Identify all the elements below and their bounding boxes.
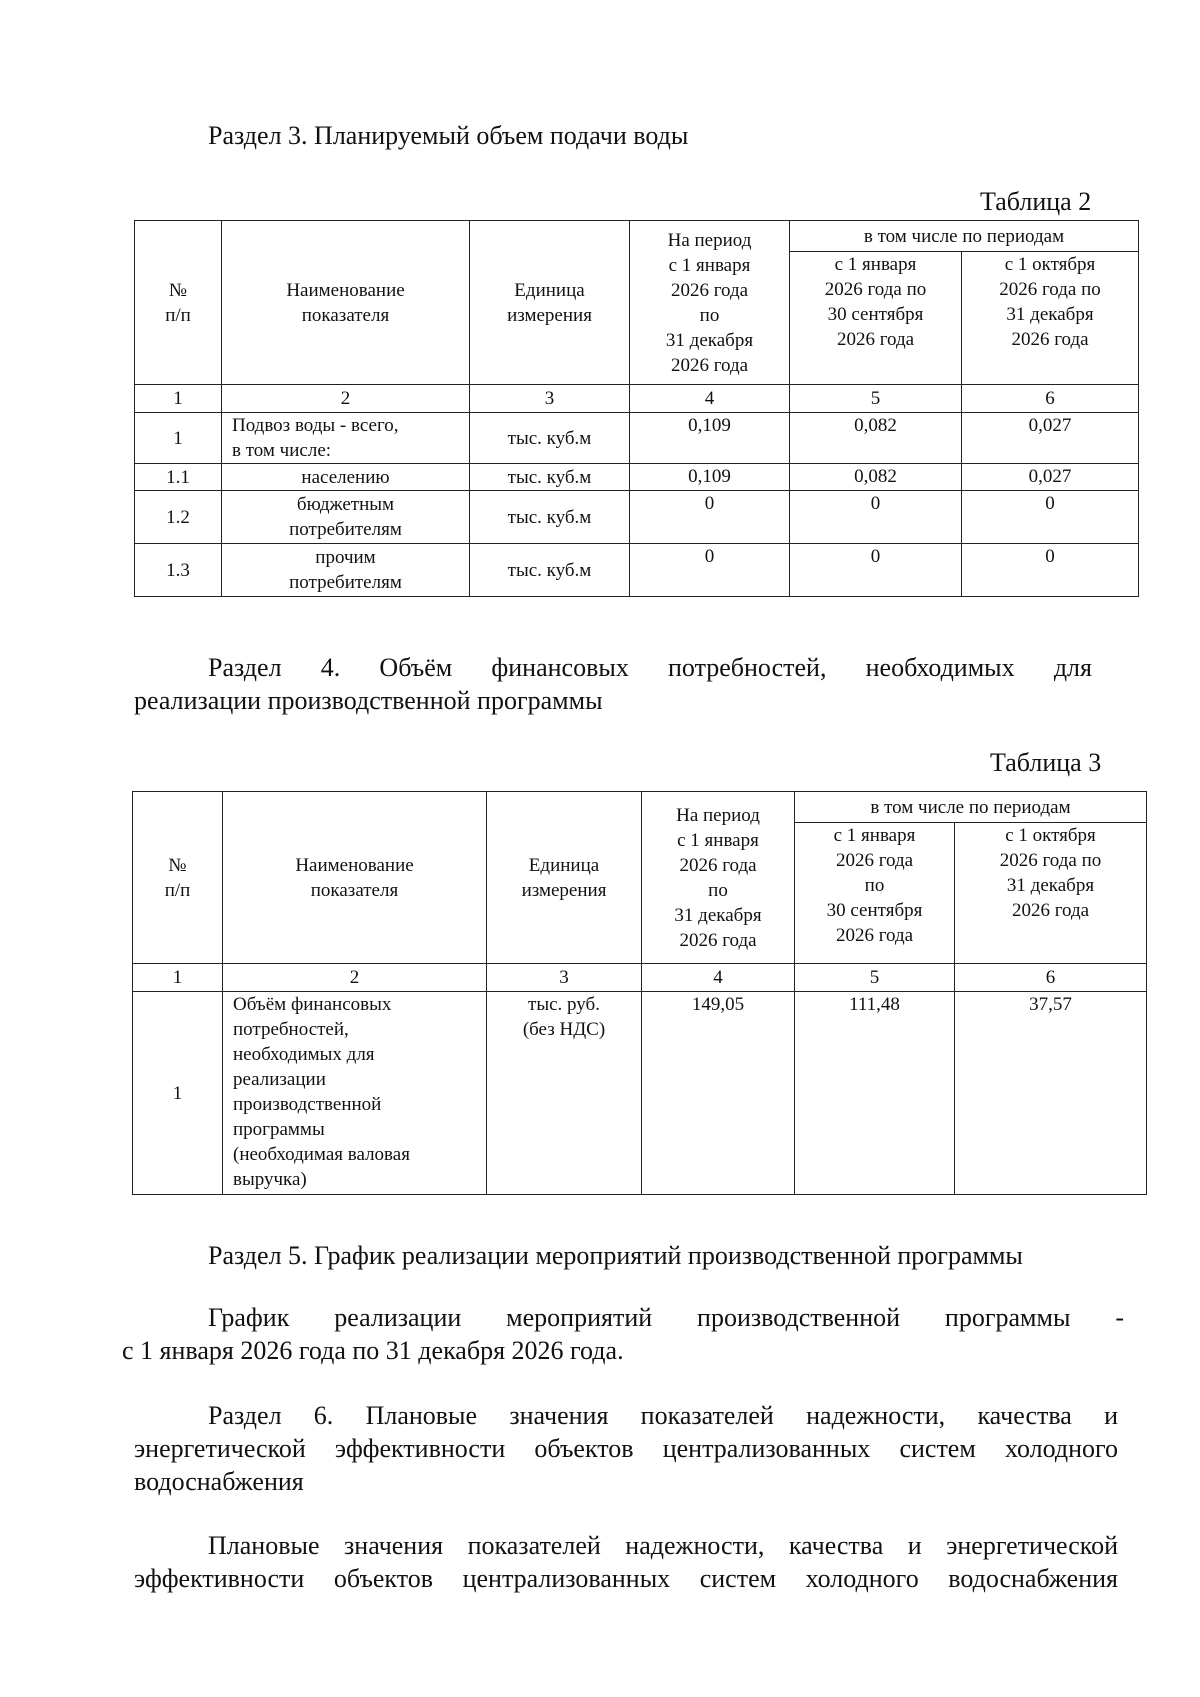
header-unit [470, 221, 630, 385]
row-value-q1-q3: 0,082 [790, 464, 962, 491]
column-number: 2 [222, 385, 470, 413]
header-num-line: № [168, 279, 188, 301]
header-unit [487, 792, 642, 964]
header-name-line: Наименование [295, 854, 414, 876]
section6-title-line2: энергетической эффективности объектов централизованных систем холодного [134, 1434, 1118, 1463]
row-num: 1.1 [135, 464, 222, 491]
header-sub2-line: 2026 года по [999, 850, 1102, 871]
table-row [133, 992, 1147, 1195]
row-name-line: прочим [315, 547, 376, 568]
row-value-q4: 0 [962, 491, 1139, 544]
header-name [222, 221, 470, 385]
row-unit: тыс. куб.м [470, 464, 630, 491]
header-sub1-line: 2026 года [835, 850, 914, 871]
header-period-line: 2026 года [670, 354, 749, 376]
header-sub2-line: 2026 года [1011, 329, 1089, 350]
row-value-q4: 0,027 [962, 464, 1139, 491]
header-period [630, 221, 790, 385]
row-num: 1 [133, 992, 223, 1195]
table2 [134, 220, 1139, 597]
header-period-line: по [699, 304, 720, 326]
column-number: 1 [133, 964, 223, 992]
column-number: 6 [955, 964, 1147, 992]
header-sub2 [955, 823, 1147, 964]
header-period [642, 792, 795, 964]
column-number: 5 [795, 964, 955, 992]
header-group: в том числе по периодам [790, 221, 1139, 252]
header-period-line: по [708, 879, 728, 901]
table-row [135, 544, 1139, 597]
header-sub2-line: 31 декабря [1006, 304, 1094, 325]
column-number-row [133, 964, 1147, 992]
header-period-line: 2026 года [679, 929, 757, 951]
header-sub1-line: по [864, 875, 885, 896]
header-sub1-line: 2026 года по [824, 279, 927, 300]
row-value-total: 0,109 [630, 413, 790, 464]
header-name-line: показателя [301, 304, 390, 326]
row-value-q4: 37,57 [955, 992, 1147, 1195]
table3 [132, 791, 1147, 1195]
section3-title: Раздел 3. Планируемый объем подачи воды [208, 121, 689, 150]
row-name-line: производственной [233, 1094, 382, 1115]
column-number: 4 [642, 964, 795, 992]
section4-title-line1: Раздел 4. Объём финансовых потребностей, необходимых для [208, 653, 1092, 682]
row-unit [487, 992, 642, 1195]
row-num: 1.3 [135, 544, 222, 597]
section5-text-line2: с 1 января 2026 года по 31 декабря 2026 года. [122, 1336, 624, 1365]
header-num [133, 792, 223, 964]
header-sub2-line: 31 декабря [1006, 875, 1095, 896]
row-value-q1-q3: 0 [790, 491, 962, 544]
section6-title-line1: Раздел 6. Плановые значения показателей надежности, качества и [208, 1401, 1118, 1430]
row-name-line: в том числе: [232, 440, 332, 461]
section6-title-line3: водоснабжения [134, 1467, 304, 1496]
header-period-line: 2026 года [670, 279, 749, 301]
row-value-q1-q3: 0,082 [790, 413, 962, 464]
row-value-q1-q3: 111,48 [795, 992, 955, 1195]
row-value-q4: 0 [962, 544, 1139, 597]
row-name-line: выручка) [233, 1169, 307, 1190]
column-number: 2 [223, 964, 487, 992]
header-num-line: № [168, 854, 187, 876]
table3-caption: Таблица 3 [990, 748, 1102, 777]
header-sub2-line: с 1 октября [1005, 825, 1096, 846]
header-num [135, 221, 222, 385]
row-value-total: 0 [630, 544, 790, 597]
header-sub2-line: с 1 октября [1004, 254, 1096, 275]
row-value-q4: 0,027 [962, 413, 1139, 464]
header-num-line: п/п [165, 304, 191, 326]
row-num: 1.2 [135, 491, 222, 544]
row-name [222, 491, 470, 544]
header-group: в том числе по периодам [795, 792, 1147, 823]
header-row [133, 792, 1147, 823]
section6-text-line1: Плановые значения показателей надежности, качества и энергетической [208, 1531, 1118, 1560]
row-name-line: программы [233, 1119, 325, 1140]
column-number: 5 [790, 385, 962, 413]
header-sub1-line: с 1 января [834, 254, 917, 275]
row-value-total: 149,05 [642, 992, 795, 1195]
section6-text-line2: эффективности объектов централизованных систем холодного водоснабжения [134, 1564, 1118, 1593]
row-value-total: 0,109 [630, 464, 790, 491]
header-unit-line: Единица [514, 279, 585, 301]
header-num-line: п/п [164, 879, 191, 901]
section5-title: Раздел 5. График реализации мероприятий производственной программы [208, 1241, 1023, 1270]
row-name [222, 544, 470, 597]
row-name [223, 992, 487, 1195]
row-name-line: (необходимая валовая [233, 1144, 410, 1165]
header-name-line: Наименование [286, 279, 405, 301]
header-period-line: 31 декабря [674, 904, 762, 926]
header-unit-line: Единица [528, 854, 600, 876]
table-row [135, 464, 1139, 491]
header-sub1-line: 2026 года [835, 925, 914, 946]
section5-text-line1: График реализации мероприятий производственной программы - [208, 1303, 1124, 1332]
column-number: 1 [135, 385, 222, 413]
header-sub2 [962, 252, 1139, 385]
header-period-line: с 1 января [677, 829, 759, 851]
table2-caption: Таблица 2 [980, 187, 1092, 216]
column-number: 6 [962, 385, 1139, 413]
header-sub1-line: с 1 января [833, 825, 916, 846]
row-name-line: необходимых для [233, 1044, 375, 1065]
row-name-line: Подвоз воды - всего, [232, 415, 399, 436]
header-sub2-line: 2026 года по [999, 279, 1101, 300]
header-period-line: с 1 января [668, 254, 751, 276]
row-name-line: населению [301, 466, 390, 488]
column-number: 3 [470, 385, 630, 413]
header-sub1-line: 2026 года [836, 329, 915, 350]
header-period-line: 31 декабря [665, 329, 754, 351]
row-name-line: потребителям [289, 519, 402, 540]
row-name-line: потребителям [289, 572, 402, 593]
row-name-line: Объём финансовых [233, 994, 392, 1015]
row-unit-line: тыс. руб. [528, 994, 600, 1015]
header-unit-line: измерения [507, 304, 592, 326]
header-sub1 [790, 252, 962, 385]
header-period-line: 2026 года [679, 854, 757, 876]
row-unit: тыс. куб.м [470, 491, 630, 544]
header-unit-line: измерения [521, 879, 607, 901]
row-unit: тыс. куб.м [470, 544, 630, 597]
header-name [223, 792, 487, 964]
row-unit-line: (без НДС) [522, 1019, 606, 1040]
row-value-q1-q3: 0 [790, 544, 962, 597]
row-name [222, 413, 470, 464]
table-row [135, 491, 1139, 544]
row-unit: тыс. куб.м [470, 413, 630, 464]
header-sub1 [795, 823, 955, 964]
header-sub1-line: 30 сентября [827, 304, 924, 325]
header-sub1-line: 30 сентября [826, 900, 923, 921]
table-row [135, 413, 1139, 464]
column-number: 3 [487, 964, 642, 992]
row-name [222, 464, 470, 491]
row-name-line: бюджетным [296, 494, 395, 515]
row-value-total: 0 [630, 491, 790, 544]
column-number: 4 [630, 385, 790, 413]
column-number-row [135, 385, 1139, 413]
row-num: 1 [135, 413, 222, 464]
section4-title-line2: реализации производственной программы [134, 686, 603, 715]
header-row [135, 221, 1139, 252]
header-period-line: На период [667, 229, 752, 251]
row-name-line: реализации [233, 1069, 326, 1090]
header-period-line: На период [676, 804, 760, 826]
row-name-line: потребностей, [233, 1019, 349, 1040]
header-name-line: показателя [310, 879, 399, 901]
header-sub2-line: 2026 года [1011, 900, 1090, 921]
